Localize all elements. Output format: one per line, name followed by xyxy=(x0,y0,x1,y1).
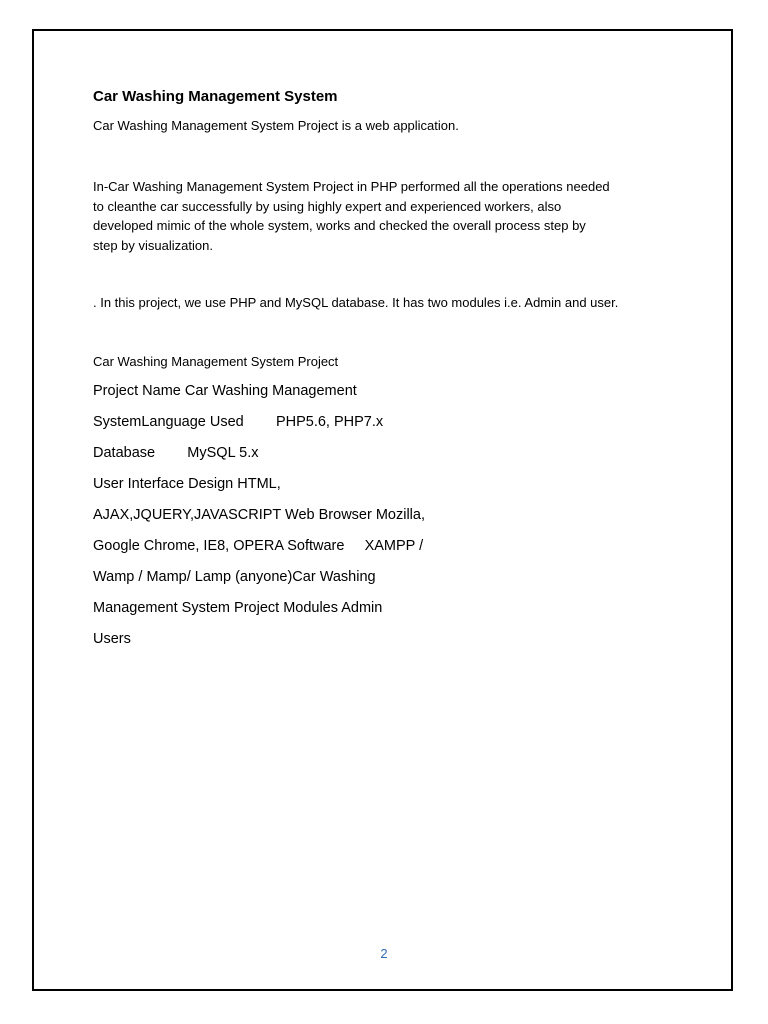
detail-line: Management System Project Modules Admin xyxy=(93,600,383,616)
detail-line: SystemLanguage Used PHP5.6, PHP7.x xyxy=(93,414,384,430)
project-details xyxy=(93,380,425,659)
technology-paragraph: . In this project, we use PHP and MySQL database. It has two modules i.e. Admin and user. xyxy=(93,295,619,310)
detail-line: User Interface Design HTML, xyxy=(93,476,281,492)
page-number: 2 xyxy=(380,946,388,961)
section-label: Car Washing Management System Project xyxy=(93,354,339,369)
detail-line: Database MySQL 5.x xyxy=(93,445,259,461)
description-line: step by visualization. xyxy=(93,237,213,253)
detail-line: AJAX,JQUERY,JAVASCRIPT Web Browser Mozilla, xyxy=(93,507,425,523)
detail-line: Google Chrome, IE8, OPERA Software XAMPP / xyxy=(93,538,424,554)
intro-text: Car Washing Management System Project is a web application. xyxy=(93,118,459,133)
detail-line: Users xyxy=(93,631,131,647)
document-title: Car Washing Management System xyxy=(93,88,338,105)
description-line: to cleanthe car successfully by using highly expert and experienced workers, also xyxy=(93,198,562,214)
description-line: developed mimic of the whole system, works and checked the overall process step by xyxy=(93,218,586,233)
detail-line: Project Name Car Washing Management xyxy=(93,383,357,399)
description-paragraph xyxy=(93,177,673,255)
detail-line: Wamp / Mamp/ Lamp (anyone)Car Washing xyxy=(93,569,376,585)
description-line: In-Car Washing Management System Project in PHP performed all the operations needed xyxy=(93,179,610,194)
